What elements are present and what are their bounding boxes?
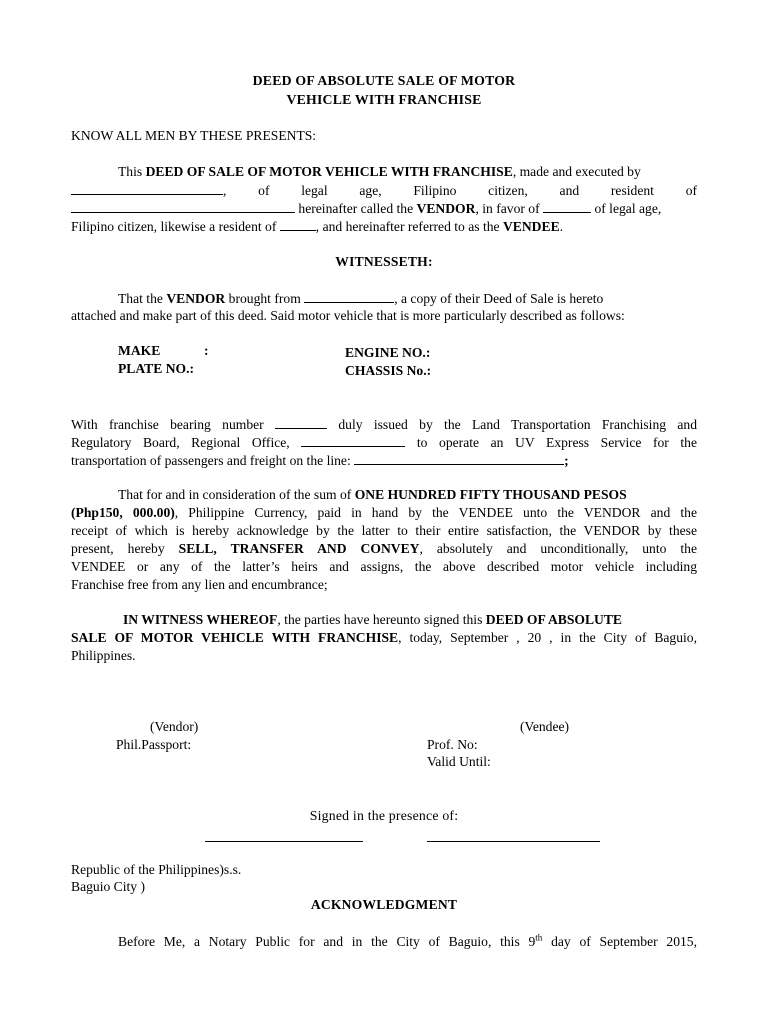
acknowledgment-line-1: Before Me, a Notary Public for and in the City of Baguio, this 9th day of September 2015, (118, 932, 697, 949)
intro-line: KNOW ALL MEN BY THESE PRESENTS: (71, 128, 317, 143)
paragraph-1-line-3: hereinafter called the VENDOR, in favor of of legal age, (71, 200, 661, 217)
blank-field (354, 452, 564, 465)
paragraph-4-line-4: present, hereby SELL, TRANSFER AND CONVEY, absolutely and unconditionally, unto the (71, 541, 698, 556)
paragraph-4-line-3: receipt of which is hereby acknowledge by the latter to their entire satisfaction, the VENDOR by these (71, 523, 697, 538)
paragraph-3-line-3: transportation of passengers and freight on the line: ; (71, 453, 569, 468)
paragraph-4-line-1: That for and in consideration of the sum of ONE HUNDRED FIFTY THOUSAND PESOS (118, 487, 627, 502)
paragraph-5-line-3: Philippines. (71, 648, 136, 663)
venue-line-2: Baguio City ) (71, 879, 146, 894)
vendee-label: (Vendee) (520, 719, 570, 734)
paragraph-1-line-1: This DEED OF SALE OF MOTOR VEHICLE WITH FRANCHISE, made and executed by (118, 164, 641, 179)
witnesseth-heading: WITNESSETH: (335, 254, 433, 269)
witness-1-signature-line (205, 841, 363, 842)
deed-title-line-2: VEHICLE WITH FRANCHISE (286, 92, 482, 107)
blank-field (543, 200, 591, 213)
amount-in-words: ONE HUNDRED FIFTY THOUSAND PESOS (354, 487, 627, 502)
paragraph-3-line-2: Regulatory Board, Regional Office, to operate an UV Express Service for the (71, 435, 698, 450)
blank-field (71, 182, 223, 195)
paragraph-2-line-1: That the VENDOR brought from , a copy of their Deed of Sale is hereto (118, 291, 604, 306)
paragraph-4-line-2: (Php150, 000.00), Philippine Currency, paid in hand by the VENDEE unto the VENDOR and the (71, 505, 697, 520)
blank-field (71, 200, 295, 213)
witness-2-signature-line (427, 841, 600, 842)
blank-field (301, 434, 405, 447)
acknowledgment-heading: ACKNOWLEDGMENT (310, 897, 458, 912)
blank-field (275, 416, 327, 429)
blank-field (280, 218, 316, 231)
deed-name-bold: DEED OF SALE OF MOTOR VEHICLE WITH FRANCHISE (145, 164, 513, 179)
paragraph-4-line-5: VENDEE or any of the latter’s heirs and assigns, the above described motor vehicle including (71, 559, 697, 574)
vendor-label: (Vendor) (150, 719, 199, 734)
deed-title-line-1: DEED OF ABSOLUTE SALE OF MOTOR (252, 73, 516, 88)
prof-no-label: Prof. No: (427, 737, 478, 752)
passport-label: Phil.Passport: (116, 737, 192, 752)
signed-presence-label: Signed in the presence of: (309, 808, 459, 823)
paragraph-5-line-1: IN WITNESS WHEREOF, the parties have hereunto signed this DEED OF ABSOLUTE (123, 612, 622, 627)
paragraph-2-line-2: attached and make part of this deed. Said motor vehicle that is more particularly described as follows: (71, 308, 625, 323)
blank-field (304, 290, 394, 303)
chassis-label: CHASSIS No.: (345, 363, 432, 378)
paragraph-4-line-6: Franchise free from any lien and encumbrance; (71, 577, 328, 592)
paragraph-3-line-1: With franchise bearing number duly issued by the Land Transportation Franchising and (71, 417, 697, 432)
paragraph-5-line-2: SALE OF MOTOR VEHICLE WITH FRANCHISE, today, September , 20 , in the City of Baguio, (71, 630, 697, 645)
engine-label: ENGINE NO.: (345, 345, 431, 360)
paragraph-1-line-2: , of legal age, Filipino citizen, and resident of (71, 182, 697, 199)
venue-line-1: Republic of the Philippines)s.s. (71, 862, 242, 877)
make-colon: : (204, 343, 209, 358)
plate-label: PLATE NO.: (118, 361, 195, 376)
paragraph-1-line-4: Filipino citizen, likewise a resident of , and hereinafter referred to as the VENDEE. (71, 219, 564, 234)
make-label: MAKE (118, 343, 161, 358)
amount-in-figures: (Php150, 000.00) (71, 505, 175, 520)
valid-until-label: Valid Until: (427, 754, 491, 769)
